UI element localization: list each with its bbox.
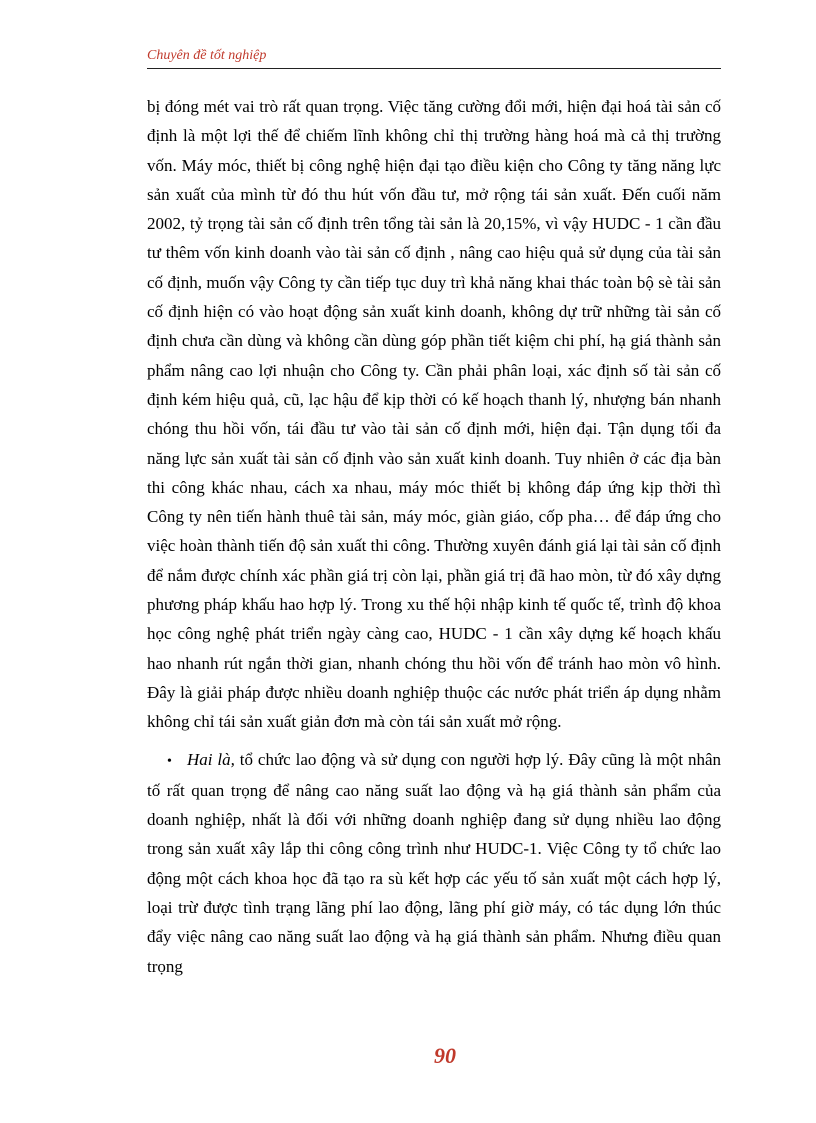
paragraph-2 <box>147 745 721 981</box>
running-header: Chuyên đề tốt nghiệp <box>147 48 267 63</box>
paragraph-1: bị đóng mét vai trò rất quan trọng. Việc tăng cường đổi mới, hiện đại hoá tài sản cố định là một lợi thế để chiếm lĩnh không chỉ thị trường hàng hoá mà cả thị trường vốn. Máy móc, thiết bị công nghệ hiện đại tạo điều kiện cho Công ty tăng năng lực sản xuất của mình từ đó thu hút vốn đầu tư, mở rộng tái sản xuất. Đến cuối năm 2002, tỷ trọng tài sản cố định trên tổng tài sản là 20,15%, vì vậy HUDC - 1 cần đầu tư thêm vốn kinh doanh vào tài sản cố định , nâng cao hiệu quả sử dụng của tài sản cố định, muốn vậy Công ty cần tiếp tục duy trì khả năng khai thác toàn bộ sè tài sản cố định hiện có vào hoạt động sản xuất kinh doanh, không dự trữ những tài sản cố định chưa cần dùng và không cần dùng góp phần tiết kiệm chi phí, hạ giá thành sản phẩm nâng cao lợi nhuận cho Công ty. Cần phải phân loại, xác định số tài sản cố định kém hiệu quả, cũ, lạc hậu để kịp thời có kế hoạch thanh lý, nhượng bán nhanh chóng thu hồi vốn, tái đầu tư vào tài sản cố định mới, hiện đại. Tận dụng tối đa năng lực sản xuất tài sản cố định vào sản xuất kinh doanh. Tuy nhiên ở các địa bàn thi công khác nhau, cách xa nhau, máy móc thiết bị không đáp ứng kịp thời thì Công ty nên tiến hành thuê tài sản, máy móc, giàn giáo, cốp pha… để đáp ứng cho việc hoàn thành tiến độ sản xuất thi công. Thường xuyên đánh giá lại tài sản cố định để nắm được chính xác phần giá trị còn lại, phần giá trị đã hao mòn, từ đó xây dựng phương pháp khấu hao hợp lý. Trong xu thế hội nhập kinh tế quốc tế, trình độ khoa học công nghệ phát triển ngày càng cao, HUDC - 1 cần xây dựng kế hoạch khấu hao nhanh rút ngắn thời gian, nhanh chóng thu hồi vốn để tránh hao mòn vô hình. Đây là giải pháp được nhiều doanh nghiệp thuộc các nước phát triển áp dụng nhằm không chỉ tái sản xuất giản đơn mà còn tái sản xuất mở rộng. <box>147 97 721 732</box>
bullet-text: tổ chức lao động và sử dụng con người hợp lý. Đây cũng là một nhân tố rất quan trọng để nâng cao năng suất lao động và hạ giá thành sản phẩm của doanh nghiệp, nhất là đối với những doanh nghiệp đang sử dụng nhiều lao động trong sản xuất xây lắp thi công công trình như HUDC-1. Việc Công ty tổ chức lao động một cách khoa học đã tạo ra sù kết hợp các yếu tố sản xuất một cách hợp lý, loại trừ được tình trạng lãng phí lao động, lãng phí giờ máy, có tác dụng lớn thúc đẩy việc nâng cao năng suất lao động và hạ giá thành sản phẩm. Nhưng điều quan trọng <box>147 749 721 976</box>
bullet-icon: • <box>167 753 172 769</box>
body-text <box>147 92 721 981</box>
header-rule <box>147 68 721 69</box>
page-number: 90 <box>434 1043 456 1068</box>
bullet-lead: Hai là, <box>187 749 235 769</box>
